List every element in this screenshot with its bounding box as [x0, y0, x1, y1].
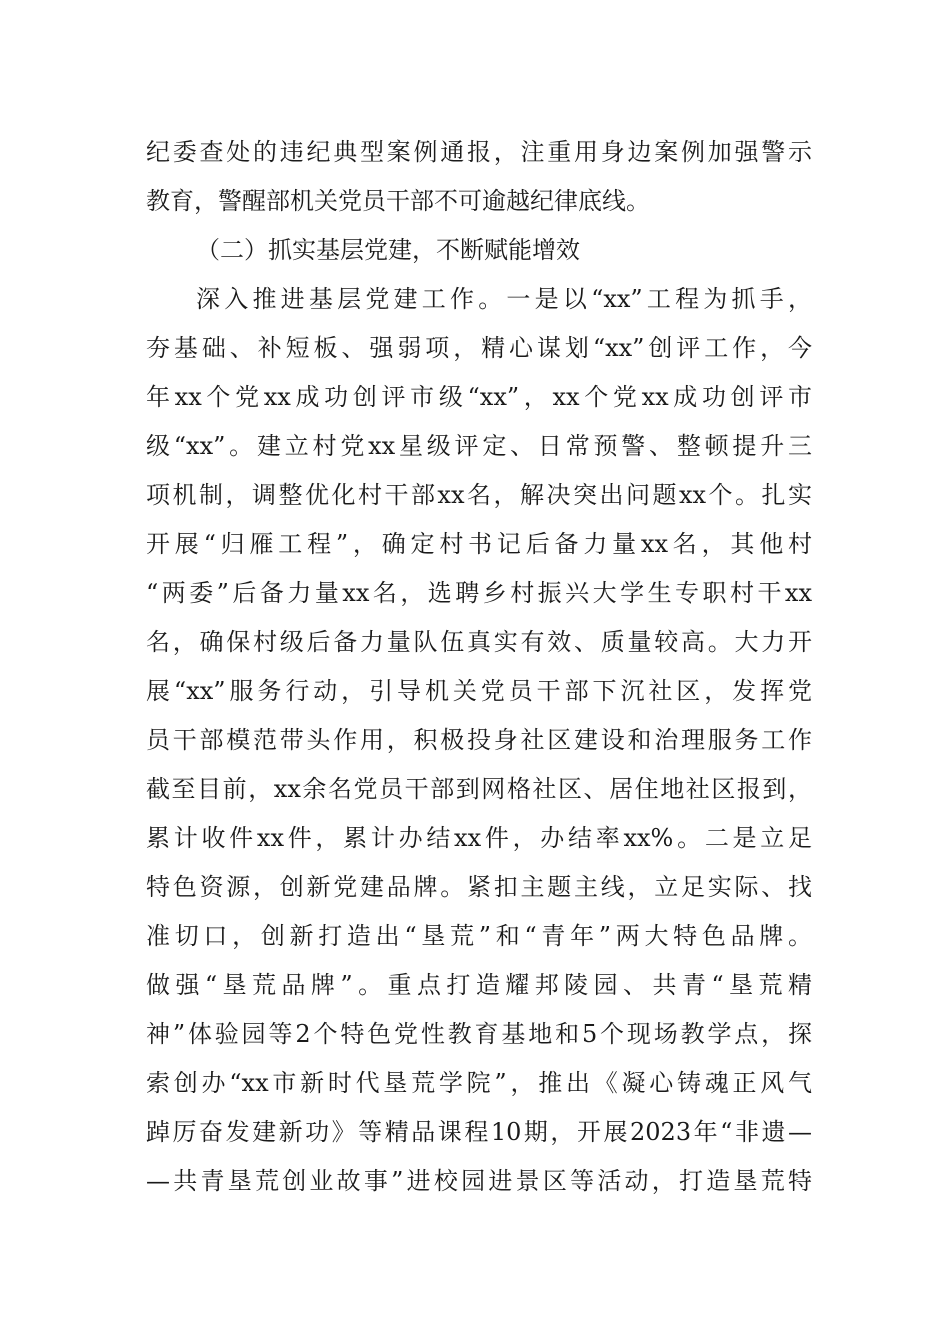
- text-line-15: 累计收件xx件，累计办结xx件，办结率xx%。二是立足: [146, 824, 812, 852]
- text-line-17: 准切口，创新打造出“垦荒”和“青年”两大特色品牌。: [146, 922, 812, 950]
- paragraph-first-line: 深入推进基层党建工作。一是以“xx”工程为抓手，: [196, 285, 812, 313]
- text-line-19: 神”体验园等2个特色党性教育基地和5个现场教学点，探: [146, 1020, 812, 1048]
- text-line-21: 踔厉奋发建新功》等精品课程10期，开展2023年“非遗—: [146, 1118, 812, 1146]
- text-line-6: 年xx个党xx成功创评市级“xx”，xx个党xx成功创评市: [146, 383, 812, 411]
- text-line-12: 展“xx”服务行动，引导机关党员干部下沉社区，发挥党: [146, 677, 812, 705]
- text-line-22: —共青垦荒创业故事”进校园进景区等活动，打造垦荒特: [146, 1167, 812, 1195]
- text-line-13: 员干部模范带头作用，积极投身社区建设和治理服务工作: [146, 726, 812, 754]
- text-line-9: 开展“归雁工程”，确定村书记后备力量xx名，其他村: [146, 530, 812, 558]
- text-line-18: 做强“垦荒品牌”。重点打造耀邦陵园、共青“垦荒精: [146, 971, 812, 999]
- text-line-10: “两委”后备力量xx名，选聘乡村振兴大学生专职村干xx: [146, 579, 812, 607]
- text-line-14: 截至目前，xx余名党员干部到网格社区、居住地社区报到，: [146, 775, 812, 803]
- section-heading: （二）抓实基层党建，不断赋能增效: [196, 236, 580, 264]
- text-line-7: 级“xx”。建立村党xx星级评定、日常预警、整顿提升三: [146, 432, 812, 460]
- text-line-2: 教育，警醒部机关党员干部不可逾越纪律底线。: [146, 187, 650, 215]
- text-line-16: 特色资源，创新党建品牌。紧扣主题主线，立足实际、找: [146, 873, 812, 901]
- text-line-20: 索创办“xx市新时代垦荒学院”，推出《凝心铸魂正风气: [146, 1069, 812, 1097]
- text-line-8: 项机制，调整优化村干部xx名，解决突出问题xx个。扎实: [146, 481, 812, 509]
- text-line-1: 纪委查处的违纪典型案例通报，注重用身边案例加强警示: [146, 138, 812, 166]
- text-line-11: 名，确保村级后备力量队伍真实有效、质量较高。大力开: [146, 628, 812, 656]
- text-line-5: 夯基础、补短板、强弱项，精心谋划“xx”创评工作，今: [146, 334, 812, 362]
